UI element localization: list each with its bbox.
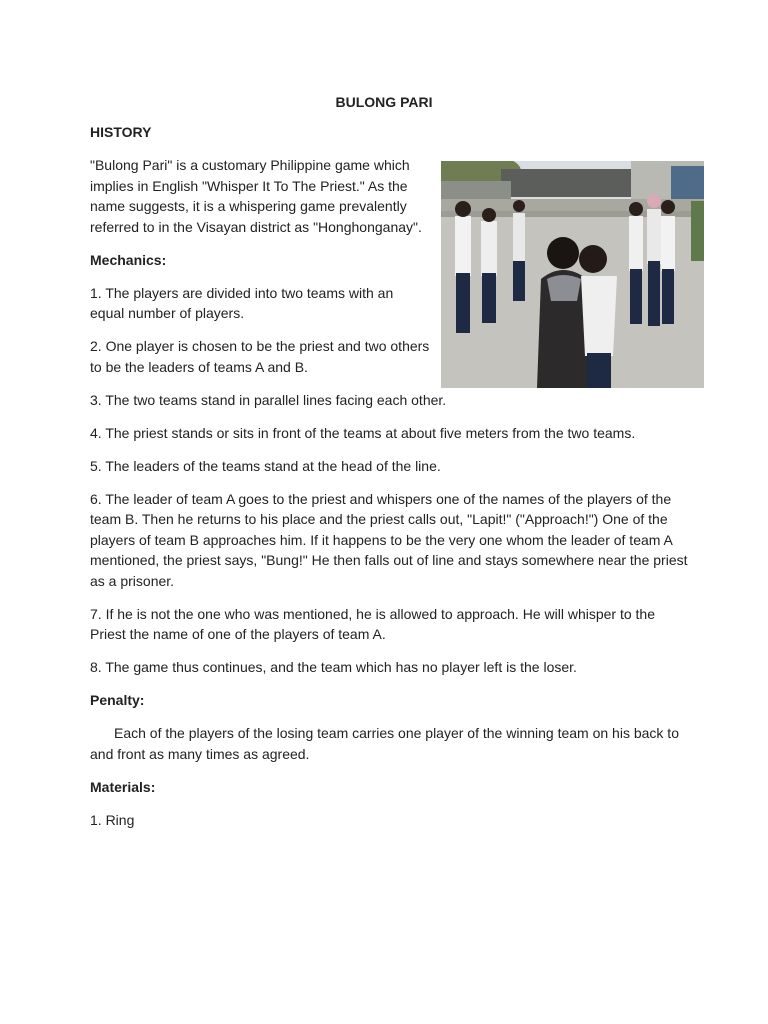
penalty-heading: Penalty: bbox=[90, 692, 145, 708]
mechanics-item: 8. The game thus continues, and the team which has no player left is the loser. bbox=[90, 659, 577, 675]
mechanics-heading: Mechanics: bbox=[90, 251, 167, 268]
penalty-paragraph: Each of the players of the losing team carries one player of the winning team on his back to and front as many times as agreed. bbox=[90, 725, 679, 762]
history-heading: HISTORY bbox=[90, 124, 152, 140]
document-body bbox=[90, 122, 690, 843]
materials-item: 1. Ring bbox=[90, 811, 135, 828]
mechanics-item: 3. The two teams stand in parallel lines facing each other. bbox=[90, 391, 447, 408]
mechanics-item: 7. If he is not the one who was mentioned, he is allowed to approach. He will whisper to the Priest the name of one of the players of team A. bbox=[90, 605, 655, 642]
mechanics-item: 1. The players are divided into two teams with an equal number of players. bbox=[90, 284, 394, 321]
mechanics-item: 6. The leader of team A goes to the priest and whispers one of the names of the players of the team B. Then he returns to his place and the priest calls out, "Lapit!" ("Approach!") One of the players of team B approaches him. If it happens to be the very one whom the leader of team A mentioned, the priest says, "Bung!" He then falls out of line and stays somewhere near the priest as a prisoner. bbox=[90, 490, 688, 589]
document-title: BULONG PARI bbox=[335, 94, 433, 110]
mechanics-item: 2. One player is chosen to be the priest and two others to be the leaders of teams A and B. bbox=[90, 338, 430, 375]
history-paragraph: "Bulong Pari" is a customary Philippine game which implies in English "Whisper It To The Priest." As the name suggests, it is a whispering game prevalently referred to in the Visayan district as "Honghonganay". bbox=[90, 157, 422, 235]
mechanics-item: 4. The priest stands or sits in front of the teams at about five meters from the two teams. bbox=[90, 424, 636, 441]
mechanics-item: 5. The leaders of the teams stand at the head of the line. bbox=[90, 457, 441, 474]
materials-heading: Materials: bbox=[90, 778, 156, 795]
